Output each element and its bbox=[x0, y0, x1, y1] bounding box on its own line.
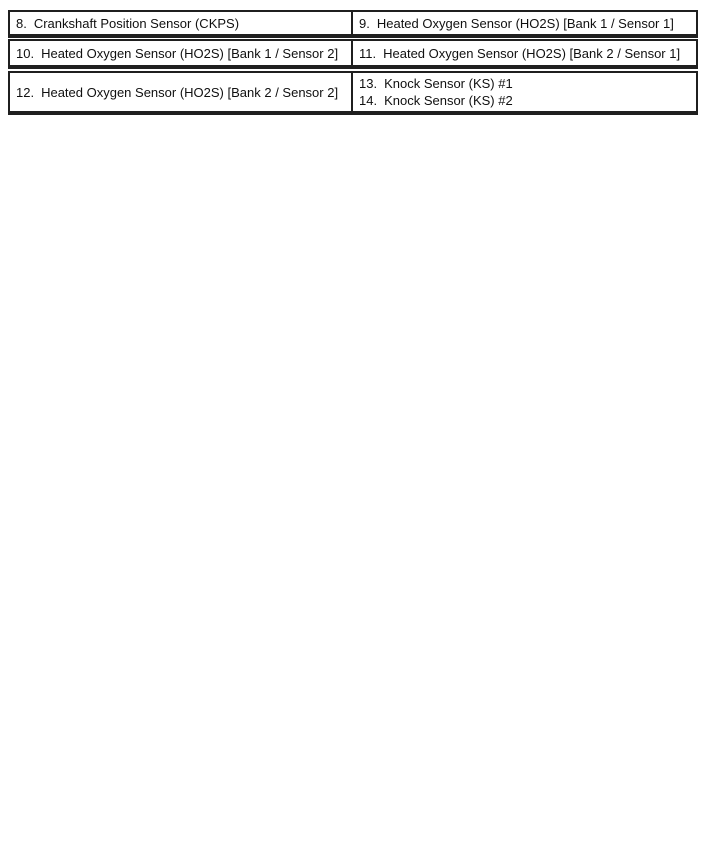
panel-ckps-header bbox=[10, 12, 351, 36]
panel-ho2s-b1s1-header bbox=[353, 12, 696, 36]
panel-knock-sensors bbox=[353, 73, 696, 113]
panel-title: Heated Oxygen Sensor (HO2S) [Bank 1 / Sensor 1] bbox=[376, 15, 674, 31]
panel-title: Heated Oxygen Sensor (HO2S) [Bank 1 / Sensor 2] bbox=[41, 45, 339, 61]
panel-title: Knock Sensor (KS) #1 bbox=[384, 76, 513, 91]
panel-number: 12. bbox=[16, 84, 35, 100]
panel-ho2s-b2s1 bbox=[353, 41, 696, 67]
panel-row-3 bbox=[8, 71, 698, 115]
panel-ho2s-b1s1 bbox=[353, 12, 696, 36]
panel-ho2s-b2s2-header bbox=[10, 73, 351, 113]
panel-title: Heated Oxygen Sensor (HO2S) [Bank 2 / Sensor 2] bbox=[41, 84, 339, 100]
panel-ho2s-b2s1-header bbox=[353, 41, 696, 67]
panel-ckps bbox=[10, 12, 353, 36]
panel-number: 8. bbox=[16, 15, 27, 31]
panel-number: 10. bbox=[16, 45, 35, 61]
panel-title: Heated Oxygen Sensor (HO2S) [Bank 2 / Sensor 1] bbox=[383, 45, 681, 61]
panel-number: 11. bbox=[359, 45, 377, 61]
manual-page bbox=[8, 10, 698, 115]
panel-ho2s-b1s2-header bbox=[10, 41, 351, 67]
panel-number: 14. bbox=[359, 93, 378, 108]
panel-ho2s-b2s2 bbox=[10, 73, 353, 113]
panel-number: 13. bbox=[359, 76, 378, 91]
panel-knock-sensors-header bbox=[353, 73, 696, 113]
panel-title: Crankshaft Position Sensor (CKPS) bbox=[33, 15, 240, 31]
panel-title: Knock Sensor (KS) #2 bbox=[384, 93, 513, 108]
panel-number: 9. bbox=[359, 15, 370, 31]
panel-ho2s-b1s2 bbox=[10, 41, 353, 67]
panel-row-1 bbox=[8, 10, 698, 38]
panel-row-2 bbox=[8, 39, 698, 69]
